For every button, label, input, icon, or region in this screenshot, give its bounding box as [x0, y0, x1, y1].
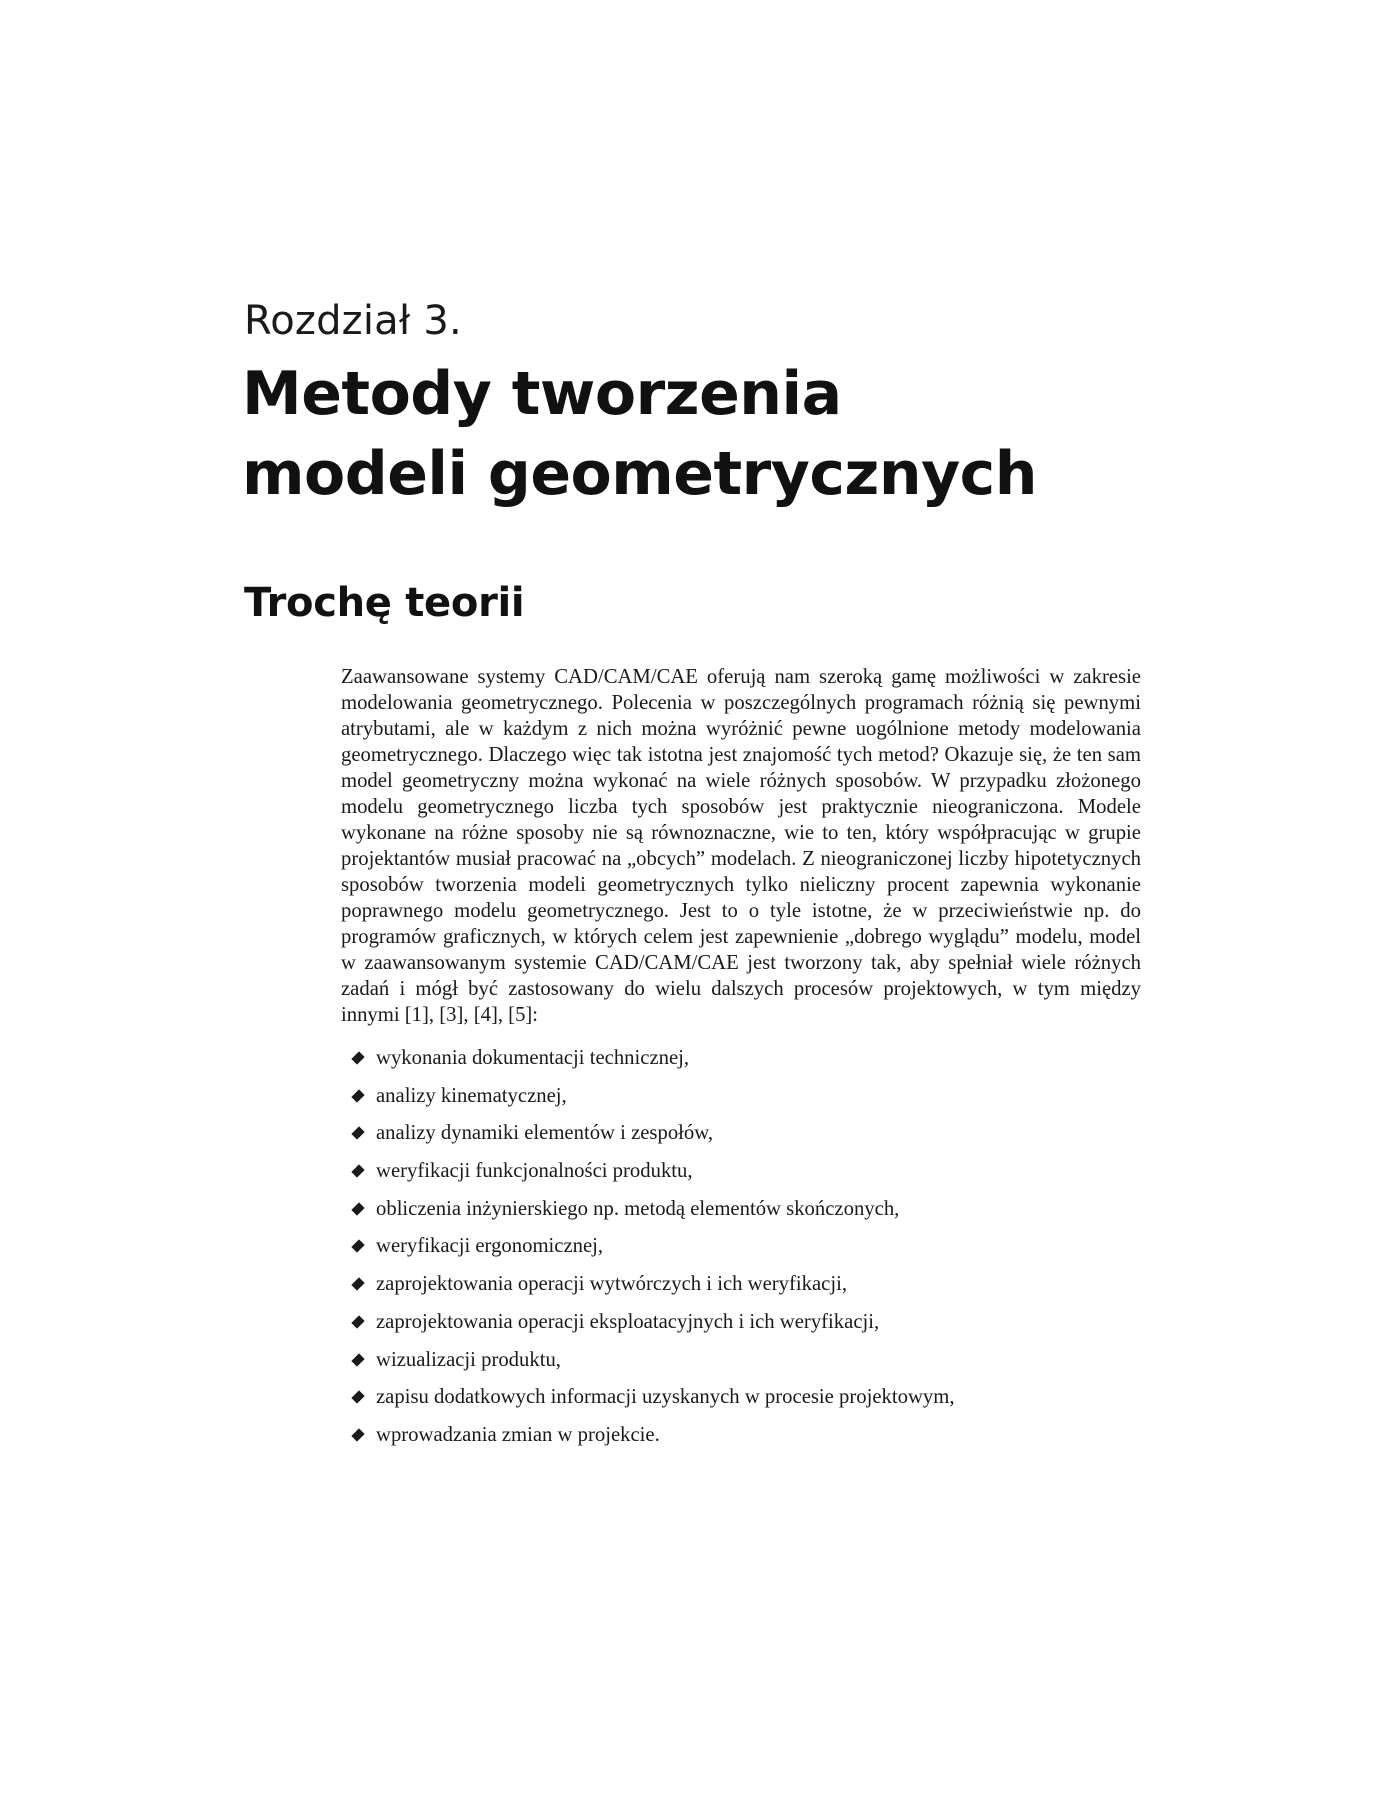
list-item-text: wizualizacji produktu,: [376, 1348, 561, 1371]
diamond-bullet-icon: [351, 1315, 364, 1328]
diamond-bullet-icon: [351, 1164, 364, 1177]
chapter-title-line-1: Metody tworzenia: [242, 359, 842, 429]
list-item: [354, 1342, 1141, 1380]
list-item: [354, 1191, 1141, 1229]
list-item-text: analizy kinematycznej,: [376, 1084, 567, 1107]
diamond-bullet-icon: [351, 1202, 364, 1215]
list-item: [354, 1040, 1141, 1078]
diamond-bullet-icon: [351, 1240, 364, 1253]
list-item: [354, 1153, 1141, 1191]
body-text: [341, 664, 1141, 1455]
chapter-title-line-2: modeli geometrycznych: [242, 439, 1037, 509]
list-item-text: wprowadzania zmian w projekcie.: [376, 1423, 660, 1446]
list-item-text: obliczenia inżynierskiego np. metodą elementów skończonych,: [376, 1197, 900, 1220]
list-item: [354, 1266, 1141, 1304]
list-item: [354, 1379, 1141, 1417]
list-item: [354, 1304, 1141, 1342]
diamond-bullet-icon: [351, 1277, 364, 1290]
bullet-list: [341, 1040, 1141, 1455]
list-item-text: wykonania dokumentacji technicznej,: [376, 1047, 690, 1069]
list-item: [354, 1228, 1141, 1266]
diamond-bullet-icon: [351, 1127, 364, 1140]
list-item: [354, 1417, 1141, 1455]
diamond-bullet-icon: [351, 1391, 364, 1404]
diamond-bullet-icon: [351, 1089, 364, 1102]
list-item-text: weryfikacji ergonomicznej,: [376, 1235, 604, 1258]
list-item-text: analizy dynamiki elementów i zespołów,: [376, 1122, 714, 1145]
body-paragraph: Zaawansowane systemy CAD/CAM/CAE oferują nam szeroką gamę możliwości w zakresie modelowania geometrycznego. Polecenia w poszczególnych programach różnią się pewnymi atrybutami, ale w każdym z nich można wyróżnić pewne uogólnione metody modelowania geometrycznego. Dlaczego więc tak istotna jest znajomość tych metod? Okazuje się, że ten sam model geometryczny można wykonać na wiele różnych sposobów. W przypadku złożonego modelu geometrycznego liczba tych sposobów jest praktycznie nieograniczona. Modele wykonane na różne sposoby nie są równoznaczne, wie to ten, który współpracując w grupie projektantów musiał pracować na „obcych” modelach. Z nieograniczonej liczby hipotetycznych sposobów tworzenia modeli geometrycznych tylko nieliczny procent zapewnia wykonanie poprawnego modelu geometrycznego. Jest to o tyle istotne, że w przeciwieństwie np. do programów graficznych, w których celem jest zapewnienie „dobrego wyglądu” modelu, model w zaawansowanym systemie CAD/CAM/​CAE jest tworzony tak, aby spełniał wiele różnych zadań i mógł być zastosowany do wielu dalszych procesów projektowych, w tym między innymi [1], [3], [4], [5]:: [341, 666, 1141, 1026]
list-item-text: weryfikacji funkcjonalności produktu,: [376, 1160, 693, 1183]
list-item-text: zapisu dodatkowych informacji uzyskanych w procesie projektowym,: [376, 1386, 955, 1409]
list-item-text: zaprojektowania operacji eksploatacyjnych i ich weryfikacji,: [376, 1310, 880, 1333]
list-item: [354, 1115, 1141, 1153]
list-item-text: zaprojektowania operacji wytwórczych i ich weryfikacji,: [376, 1273, 848, 1296]
list-item: [354, 1078, 1141, 1116]
section-heading: Trochę teorii: [244, 580, 525, 626]
chapter-label: Rozdział 3.: [244, 298, 462, 344]
chapter-title: [242, 354, 1037, 514]
diamond-bullet-icon: [351, 1428, 364, 1441]
diamond-bullet-icon: [351, 1353, 364, 1366]
diamond-bullet-icon: [351, 1051, 364, 1064]
